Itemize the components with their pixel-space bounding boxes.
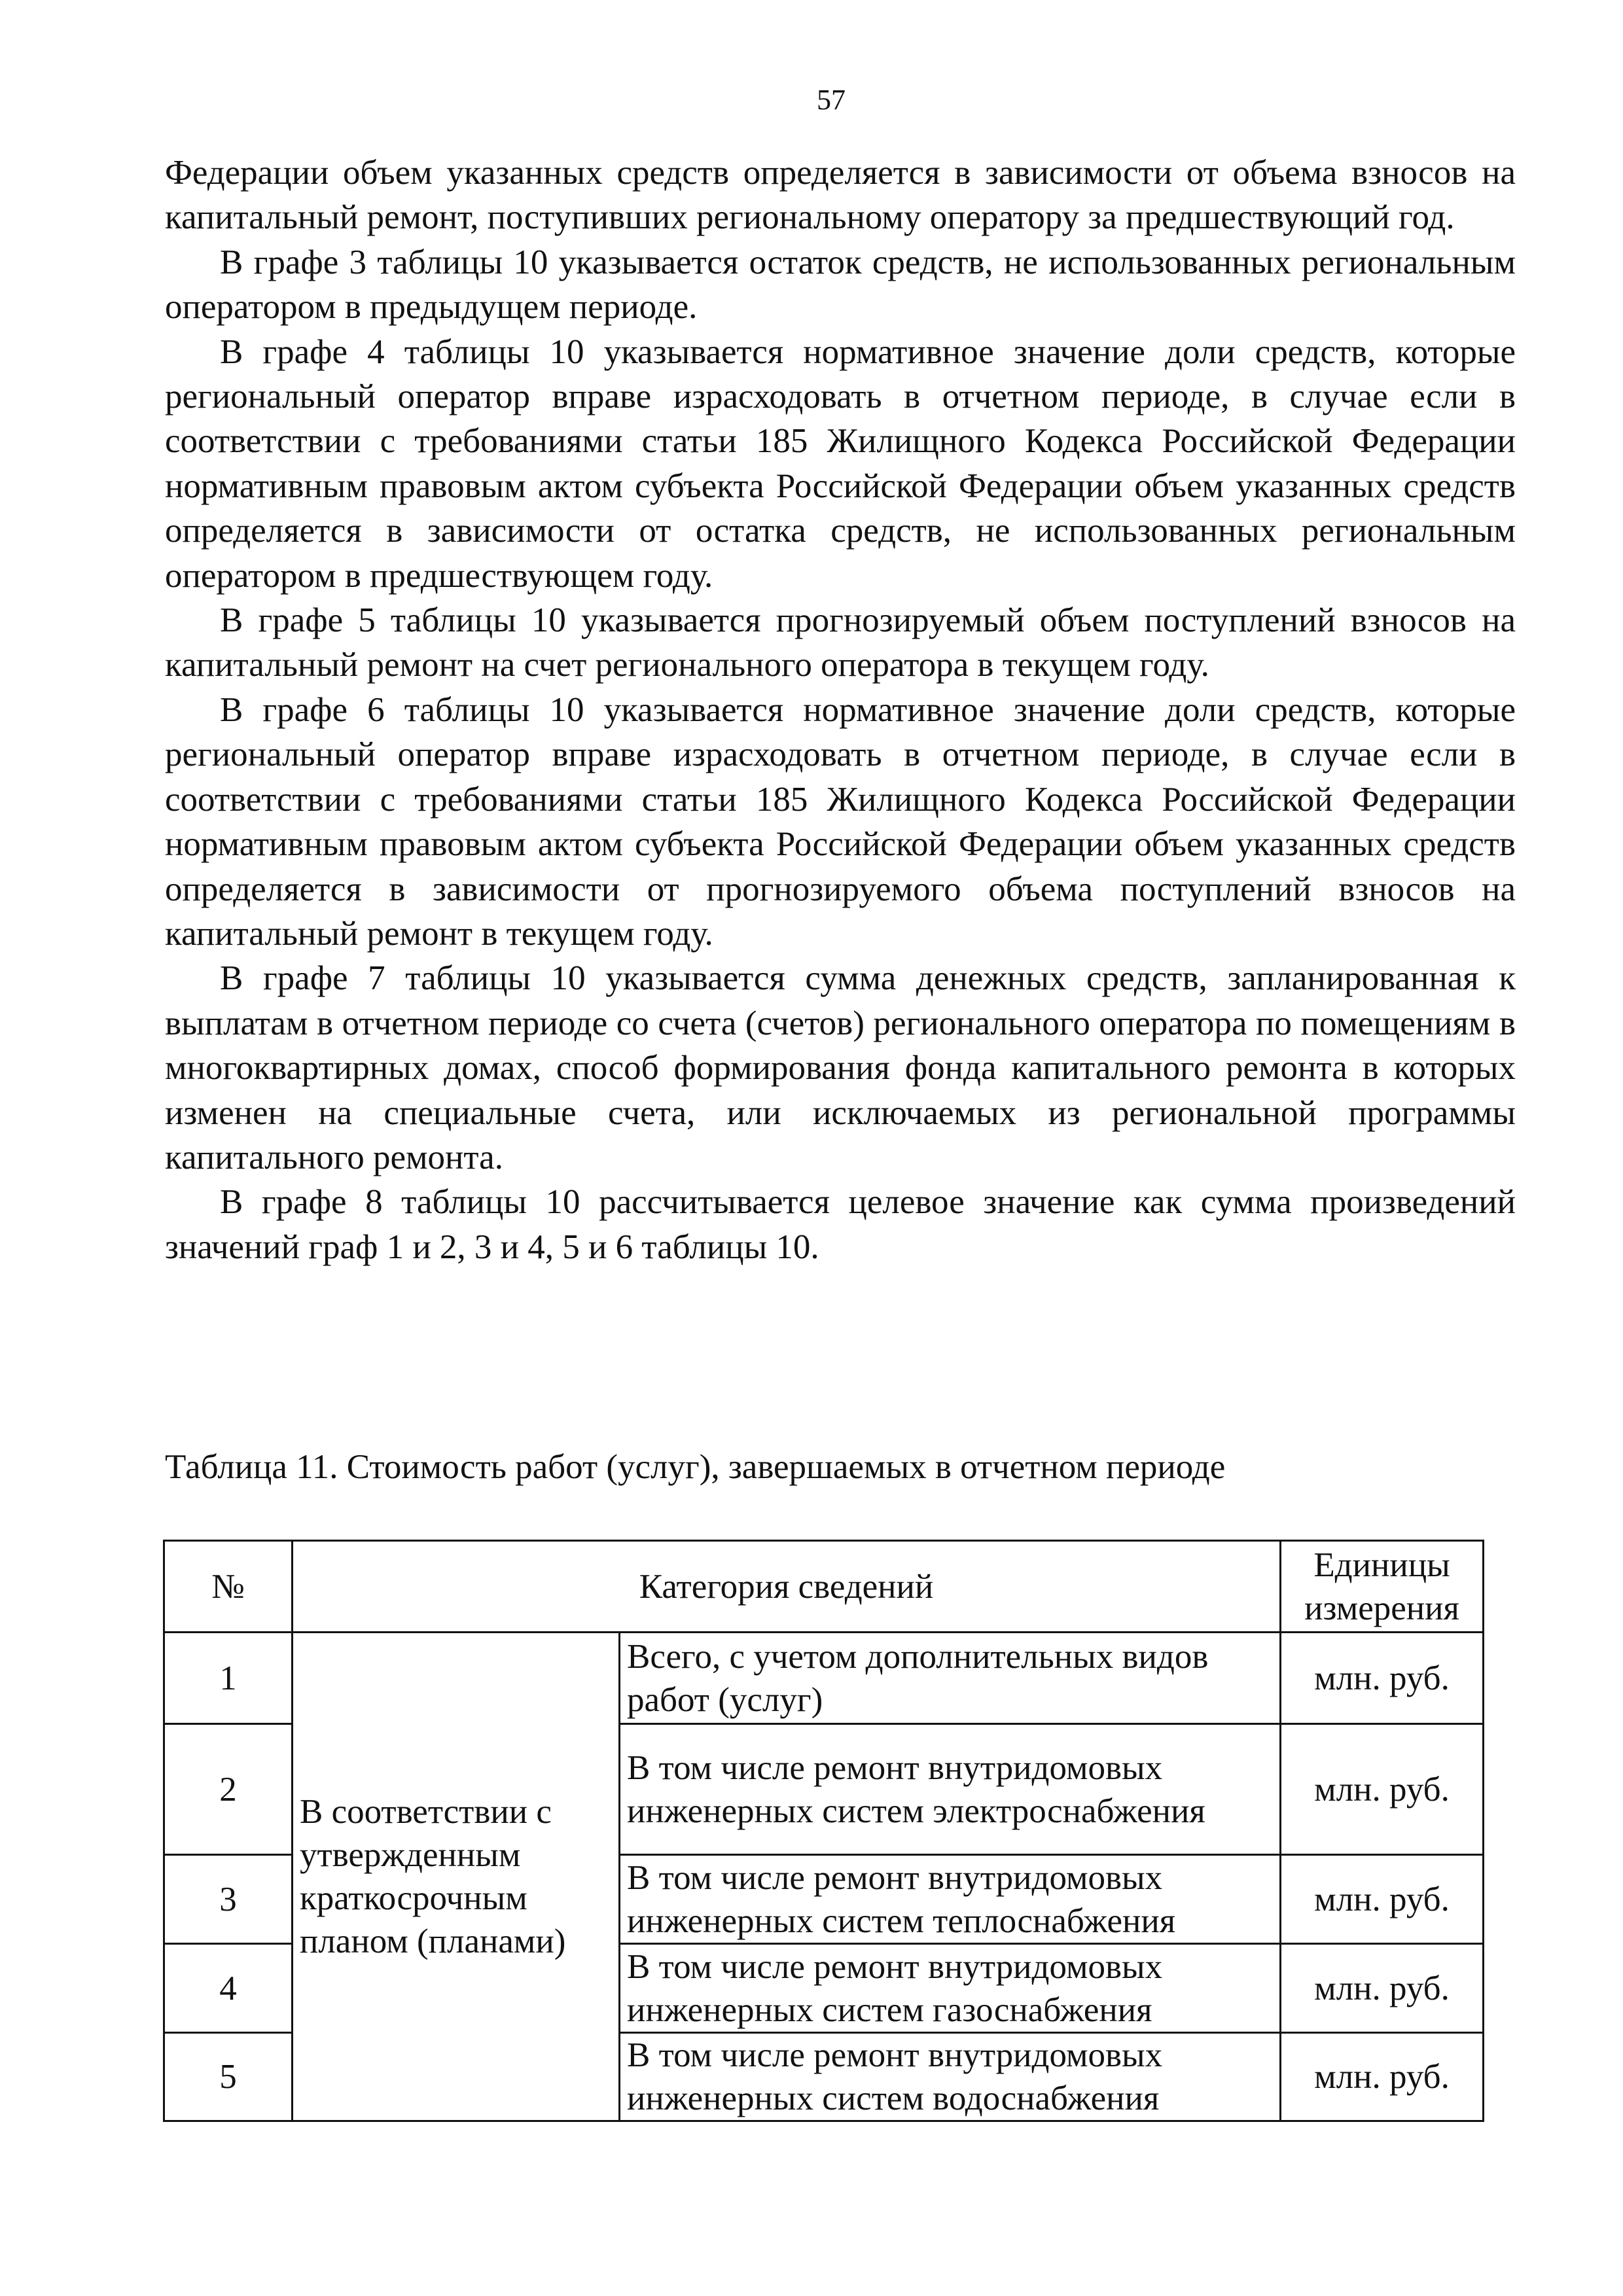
row-number: 5 <box>164 2033 293 2121</box>
group-label: В соответствии с утвержденным краткосрочным планом (планами) <box>293 1633 620 2121</box>
paragraph: В графе 8 таблицы 10 рассчитывается целевое значение как сумма произведений значений граф 1 и 2, 3 и 4, 5 и 6 таблицы 10. <box>165 1183 1516 1266</box>
row-unit: млн. руб. <box>1281 1633 1484 1724</box>
header-category: Категория сведений <box>293 1541 1281 1633</box>
row-unit: млн. руб. <box>1281 2033 1484 2121</box>
row-description: В том числе ремонт внутридомовых инженерных систем водоснабжения <box>620 2033 1281 2121</box>
paragraph: Федерации объем указанных средств определяется в зависимости от объема взносов на капитальный ремонт, поступивших региональному оператору за предшествующий год. <box>165 154 1516 237</box>
row-number: 4 <box>164 1944 293 2033</box>
page-number: 57 <box>817 84 846 116</box>
paragraph: В графе 7 таблицы 10 указывается сумма денежных средств, запланированная к выплатам в отчетном периоде со счета (счетов) регионального оператора по помещениям в многоквартирных домах, способ формирования фонда капитального ремонта в которых изменен на специальные счета, или исключаемых из региональной программы капитального ремонта. <box>165 959 1516 1176</box>
data-table <box>163 1540 1484 2122</box>
row-description: В том числе ремонт внутридомовых инженерных систем газоснабжения <box>620 1944 1281 2033</box>
body-text <box>165 150 1516 1269</box>
row-number: 1 <box>164 1633 293 1724</box>
row-unit: млн. руб. <box>1281 1944 1484 2033</box>
header-unit: Единицы измерения <box>1281 1541 1484 1633</box>
paragraph: В графе 6 таблицы 10 указывается нормативное значение доли средств, которые региональный оператор вправе израсходовать в отчетном периоде, в случае если в соответствии с требованиями статьи 185 Жилищного Кодекса Российской Федерации нормативным правовым актом субъекта Российской Федерации объем указанных средств определяется в зависимости от прогнозируемого объема поступлений взносов на капитальный ремонт в текущем году. <box>165 690 1516 953</box>
paragraph: В графе 4 таблицы 10 указывается нормативное значение доли средств, которые региональный оператор вправе израсходовать в отчетном периоде, в случае если в соответствии с требованиями статьи 185 Жилищного Кодекса Российской Федерации нормативным правовым актом субъекта Российской Федерации объем указанных средств определяется в зависимости от остатка средств, не использованных региональным оператором в предшествующем году. <box>165 332 1516 595</box>
row-description: В том числе ремонт внутридомовых инженерных систем теплоснабжения <box>620 1855 1281 1944</box>
row-number: 3 <box>164 1855 293 1944</box>
row-unit: млн. руб. <box>1281 1724 1484 1855</box>
paragraph: В графе 5 таблицы 10 указывается прогнозируемый объем поступлений взносов на капитальный ремонт на счет регионального оператора в текущем году. <box>165 601 1516 684</box>
paragraph: В графе 3 таблицы 10 указывается остаток средств, не использованных региональным оператором в предыдущем периоде. <box>165 243 1516 327</box>
table-header-row <box>164 1541 1484 1633</box>
table-row <box>164 1633 1484 1724</box>
table-caption: Таблица 11. Стоимость работ (услуг), завершаемых в отчетном периоде <box>165 1448 1226 1486</box>
row-unit: млн. руб. <box>1281 1855 1484 1944</box>
row-description: В том числе ремонт внутридомовых инженерных систем электроснабжения <box>620 1724 1281 1855</box>
header-number: № <box>164 1541 293 1633</box>
row-number: 2 <box>164 1724 293 1855</box>
row-description: Всего, с учетом дополнительных видов работ (услуг) <box>620 1633 1281 1724</box>
